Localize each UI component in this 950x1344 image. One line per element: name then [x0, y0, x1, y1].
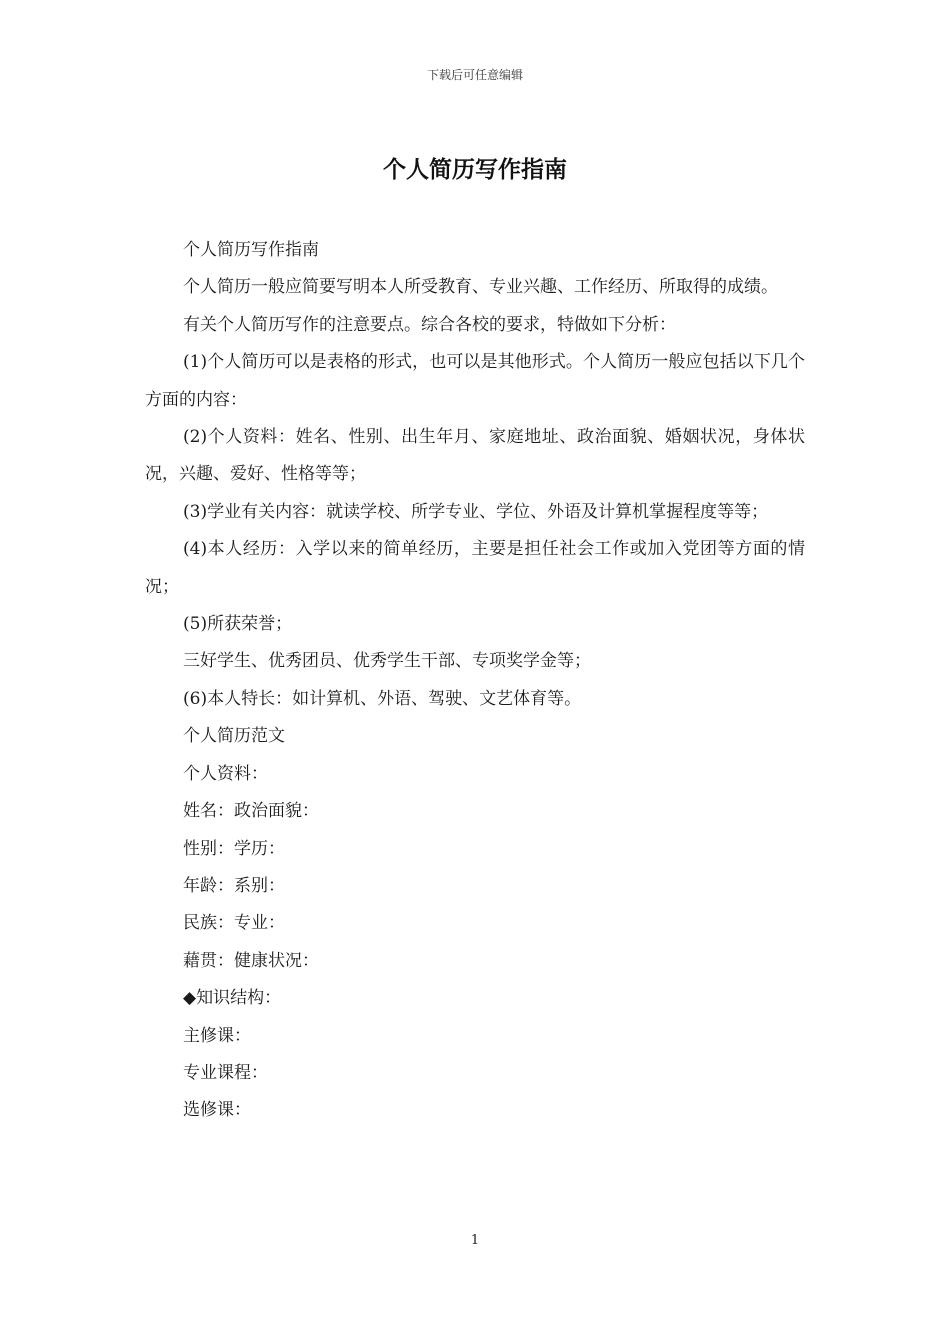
- field-age-department: 年龄：系别：: [183, 875, 285, 896]
- field-gender-education: 性别：学历：: [183, 838, 285, 859]
- field-major-courses: 主修课：: [183, 1025, 251, 1046]
- paragraph-item-5: (5)所获荣誉；: [183, 614, 293, 635]
- field-name-politics: 姓名：政治面貌：: [183, 801, 319, 822]
- header-note: 下载后可任意编辑: [426, 68, 523, 82]
- paragraph-personal-info: 个人资料：: [183, 763, 268, 784]
- paragraph-key-points: 有关个人简历写作的注意要点。综合各校的要求，特做如下分析：: [183, 314, 676, 335]
- field-elective-courses: 选修课：: [183, 1100, 251, 1121]
- document-title: 个人简历写作指南: [383, 156, 567, 183]
- paragraph-item-3: (3)学业有关内容：就读学校、所学专业、学位、外语及计算机掌握程度等等；: [183, 501, 769, 522]
- paragraph-intro-heading: 个人简历写作指南: [183, 240, 319, 260]
- paragraph-overview: 个人简历一般应简要写明本人所受教育、专业兴趣、工作经历、所取得的成绩。: [183, 277, 778, 298]
- paragraph-sample-heading: 个人简历范文: [183, 726, 285, 747]
- paragraph-item-1: (1)个人简历可以是表格的形式，也可以是其他形式。个人简历一般应包括以下几个方面的内容：: [145, 352, 805, 410]
- paragraph-item-4: (4)本人经历：入学以来的简单经历，主要是担任社会工作或加入党团等方面的情况；: [145, 539, 805, 597]
- field-origin-health: 藉贯：健康状况：: [183, 950, 319, 971]
- paragraph-knowledge-structure: ◆知识结构：: [183, 988, 282, 1009]
- field-ethnicity-major: 民族：专业：: [183, 913, 285, 934]
- page-number: 1: [470, 1233, 480, 1248]
- document-body: [145, 232, 805, 1130]
- field-specialized-courses: 专业课程：: [183, 1062, 268, 1083]
- paragraph-item-2: (2)个人资料：姓名、性别、出生年月、家庭地址、政治面貌、婚姻状况，身体状况，兴趣、爱好、性格等等；: [145, 427, 805, 485]
- paragraph-item-6: (6)本人特长：如计算机、外语、驾驶、文艺体育等。: [183, 688, 582, 709]
- paragraph-honors-list: 三好学生、优秀团员、优秀学生干部、专项奖学金等；: [183, 651, 591, 672]
